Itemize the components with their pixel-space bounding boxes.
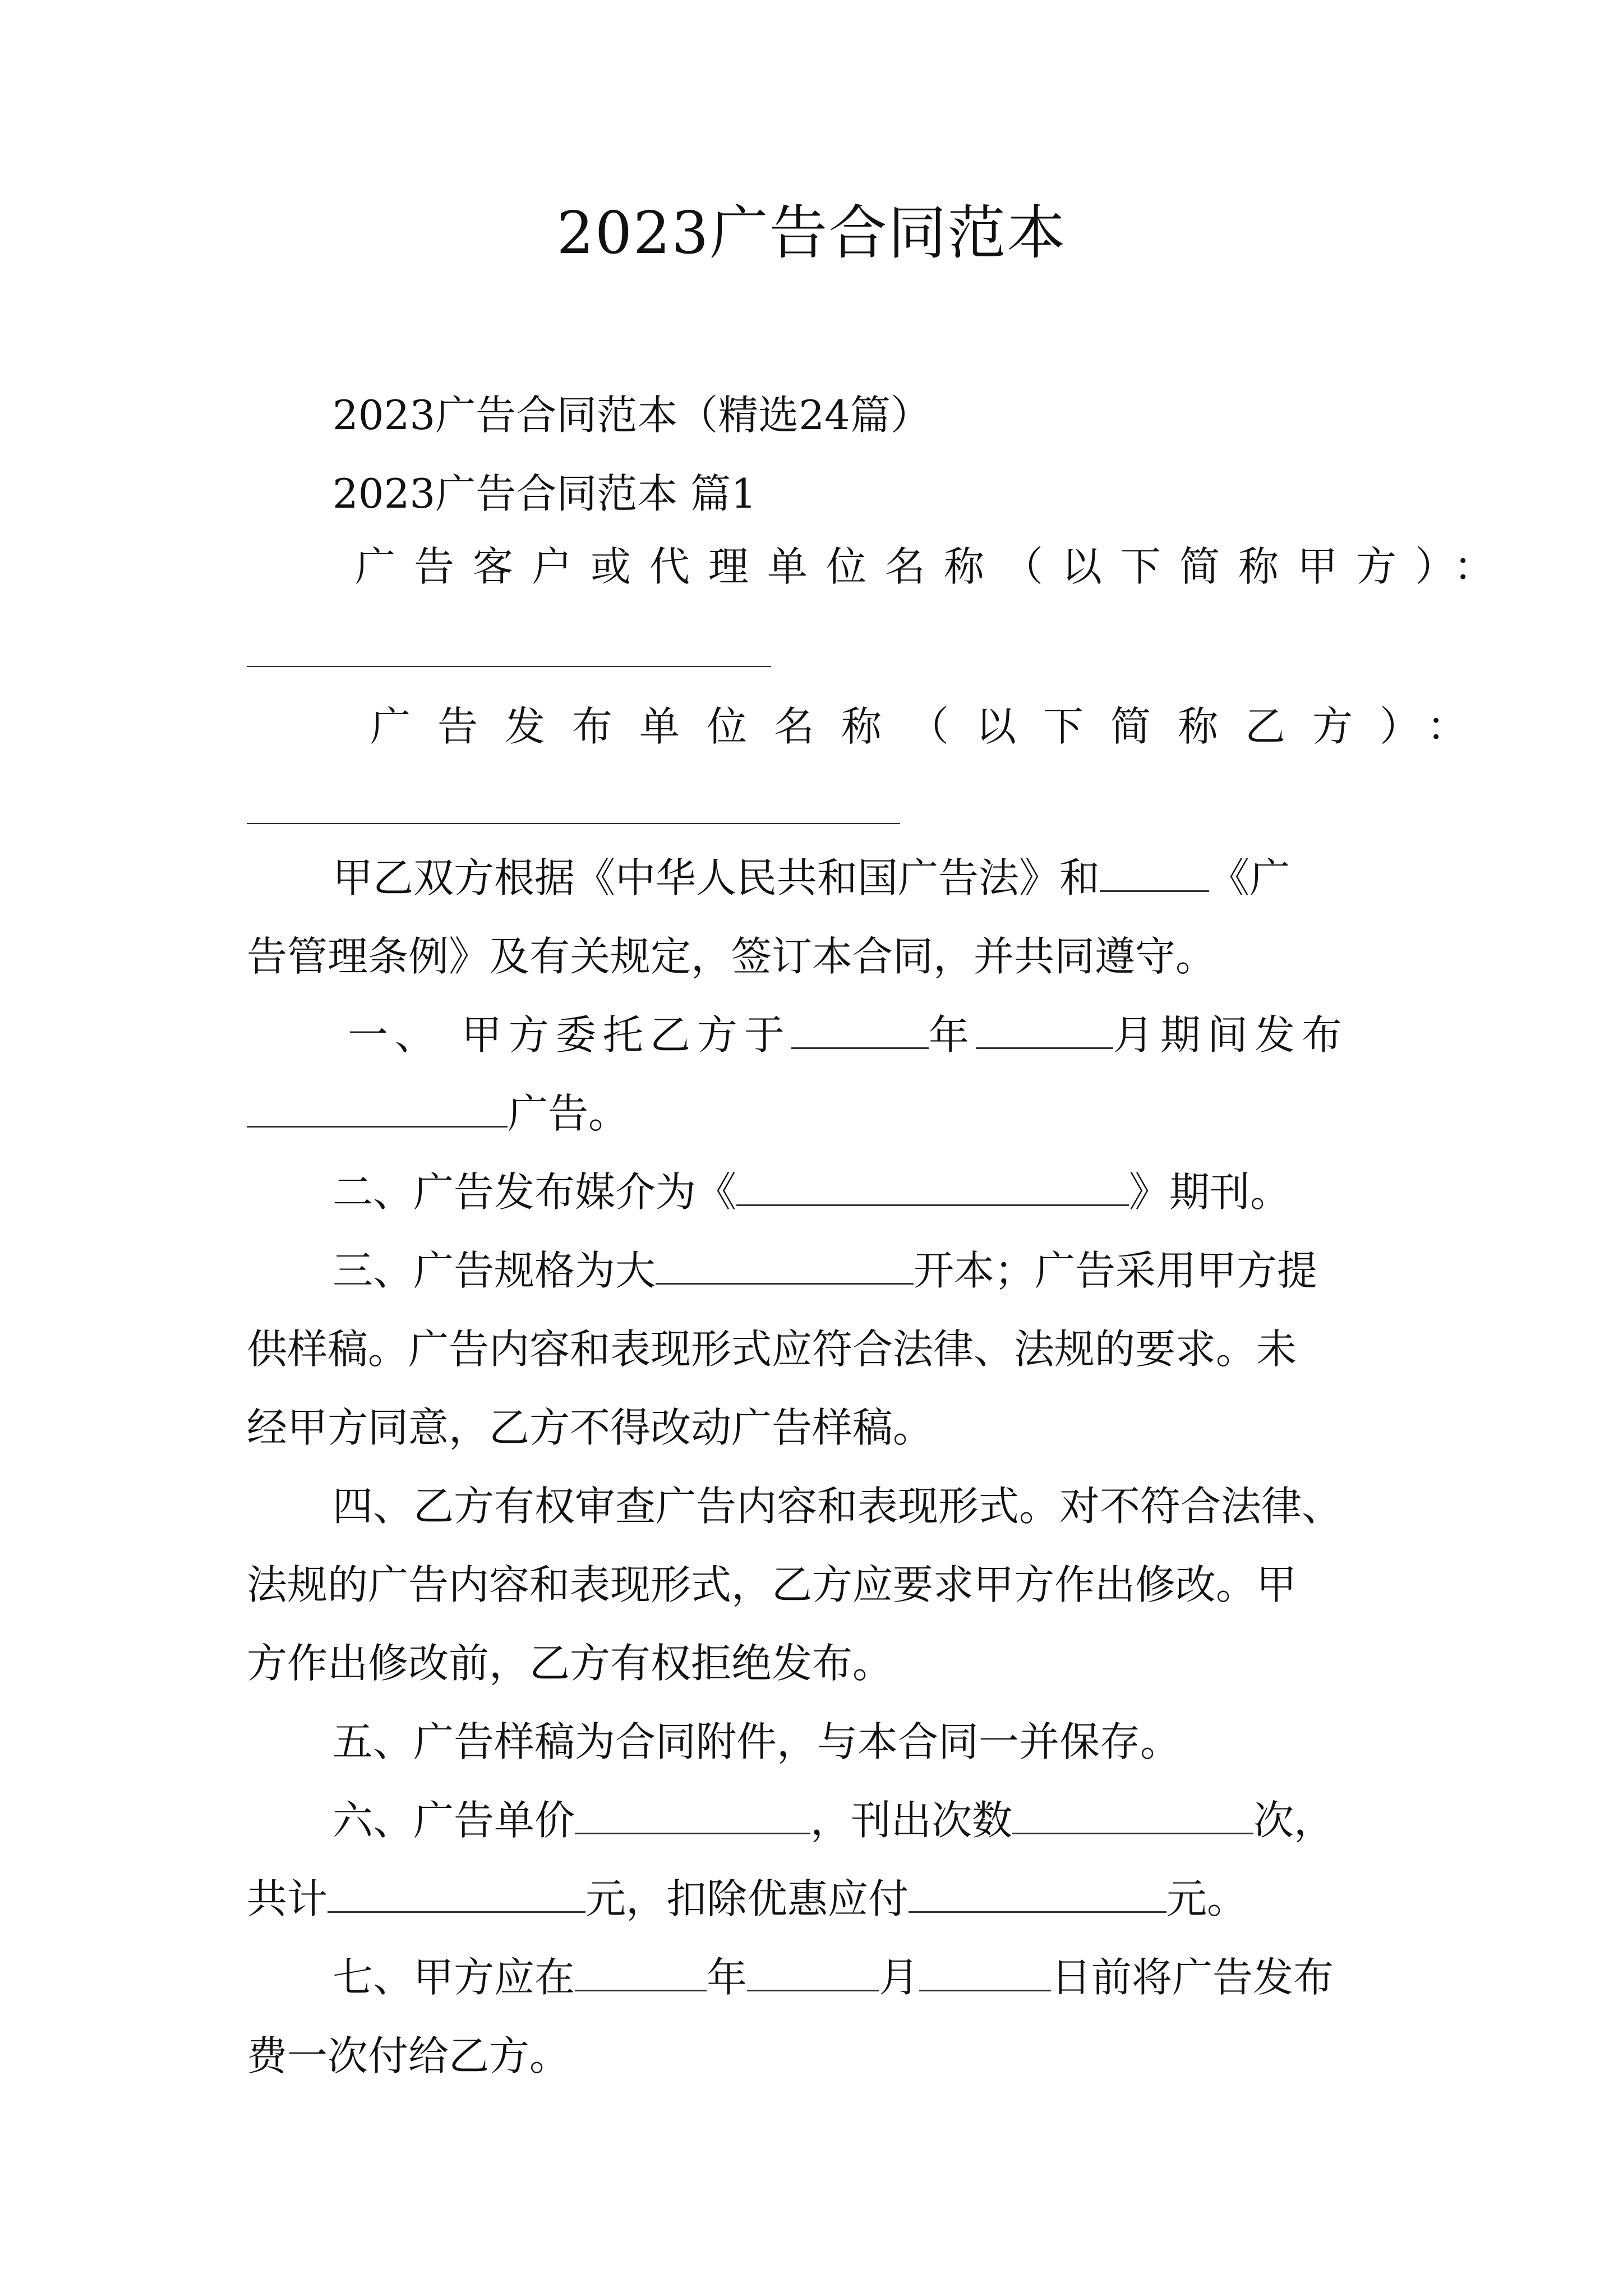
clause-7-month-blank xyxy=(747,1950,879,1991)
clause-7-text-1: 七、甲方应在 xyxy=(333,1954,575,2001)
clause-6-text-5: 元，扣除优惠应付 xyxy=(585,1875,909,1922)
clause-1-text-4: 广告。 xyxy=(508,1090,629,1137)
document-title: 2023广告合同范本 xyxy=(556,199,1067,267)
clause-1-year-label: 年 xyxy=(928,1011,976,1059)
subtitle: 2023广告合同范本（精选24篇） xyxy=(333,392,931,439)
clause-3-line-1 xyxy=(0,1243,1623,1299)
preamble-line-1 xyxy=(0,850,1623,906)
clause-1-text-1: 一、 甲方委托乙方于 xyxy=(348,1011,791,1059)
clause-2-text-1: 二、广告发布媒介为《 xyxy=(333,1168,737,1216)
clause-3-text-2: 开本；广告采用甲方提 xyxy=(914,1247,1318,1294)
clause-6-text-3: 次， xyxy=(1253,1797,1335,1844)
clause-1-line-1 xyxy=(0,1007,1623,1063)
clause-2-media-blank xyxy=(736,1165,1129,1206)
clause-3-text-1: 三、广告规格为大 xyxy=(333,1247,656,1294)
section-heading: 2023广告合同范本 篇1 xyxy=(333,470,757,517)
clause-4-line-1: 四、乙方有权审查广告内容和表现形式。对不符合法律、 xyxy=(333,1483,1343,1530)
preamble-blank xyxy=(1100,851,1209,892)
clause-6-payable-blank xyxy=(909,1872,1166,1913)
clause-7-line-1 xyxy=(0,1949,1623,2005)
clause-4-line-3: 方作出修改前，乙方有权拒绝发布。 xyxy=(247,1640,893,1687)
preamble-text-1: 甲乙双方根据《中华人民共和国广告法》和 xyxy=(333,854,1100,901)
clause-1-line-2 xyxy=(0,1085,1623,1142)
clause-3-size-blank xyxy=(656,1244,914,1285)
clause-6-text-4: 共计 xyxy=(247,1875,328,1922)
clause-1-year-blank xyxy=(791,1008,929,1049)
clause-3-line-3: 经甲方同意，乙方不得改动广告样稿。 xyxy=(247,1404,934,1451)
party-a-label: 广告客户或代理单位名称（以下简称甲方）： xyxy=(355,543,1513,590)
clause-4-line-2: 法规的广告内容和表现形式，乙方应要求甲方作出修改。甲 xyxy=(247,1561,1297,1608)
clause-7-text-4: 日前将广告发布 xyxy=(1051,1954,1334,2001)
clause-1-text-3: 月期间发布 xyxy=(1113,1011,1349,1059)
clause-2-text-2: 》期刊。 xyxy=(1129,1168,1291,1216)
clause-6-text-6: 元。 xyxy=(1166,1875,1248,1922)
party-a-fill-line xyxy=(247,666,771,667)
clause-6-text-1: 六、广告单价 xyxy=(333,1797,575,1844)
clause-7-year-blank xyxy=(575,1950,707,1991)
clause-5-line-1: 五、广告样稿为合同附件，与本合同一并保存。 xyxy=(333,1718,1181,1765)
clause-2-line-1 xyxy=(0,1164,1623,1220)
clause-7-line-2: 费一次付给乙方。 xyxy=(247,2032,570,2079)
clause-1-month-blank xyxy=(976,1008,1113,1049)
clause-7-day-blank xyxy=(919,1950,1051,1991)
clause-1-ad-blank xyxy=(247,1087,508,1128)
clause-7-month-label: 月 xyxy=(879,1954,920,2001)
clause-6-count-blank xyxy=(1012,1793,1253,1834)
party-b-label: 广告发布单位名称（以下简称乙方）： xyxy=(370,703,1495,750)
clause-3-line-2: 供样稿。广告内容和表现形式应符合法律、法规的要求。未 xyxy=(247,1326,1297,1373)
clause-6-line-2 xyxy=(0,1871,1623,1927)
clause-6-text-2: ，刊出次数 xyxy=(810,1797,1013,1844)
preamble-text-2: 《广 xyxy=(1209,854,1290,901)
party-b-fill-line xyxy=(247,823,900,824)
clause-6-price-blank xyxy=(575,1793,810,1834)
preamble-line-2: 告管理条例》及有关规定，签订本合同，并共同遵守。 xyxy=(247,933,1216,980)
clause-6-line-1 xyxy=(0,1792,1623,1848)
clause-7-year-label: 年 xyxy=(707,1954,748,2001)
clause-6-total-blank xyxy=(328,1872,585,1913)
